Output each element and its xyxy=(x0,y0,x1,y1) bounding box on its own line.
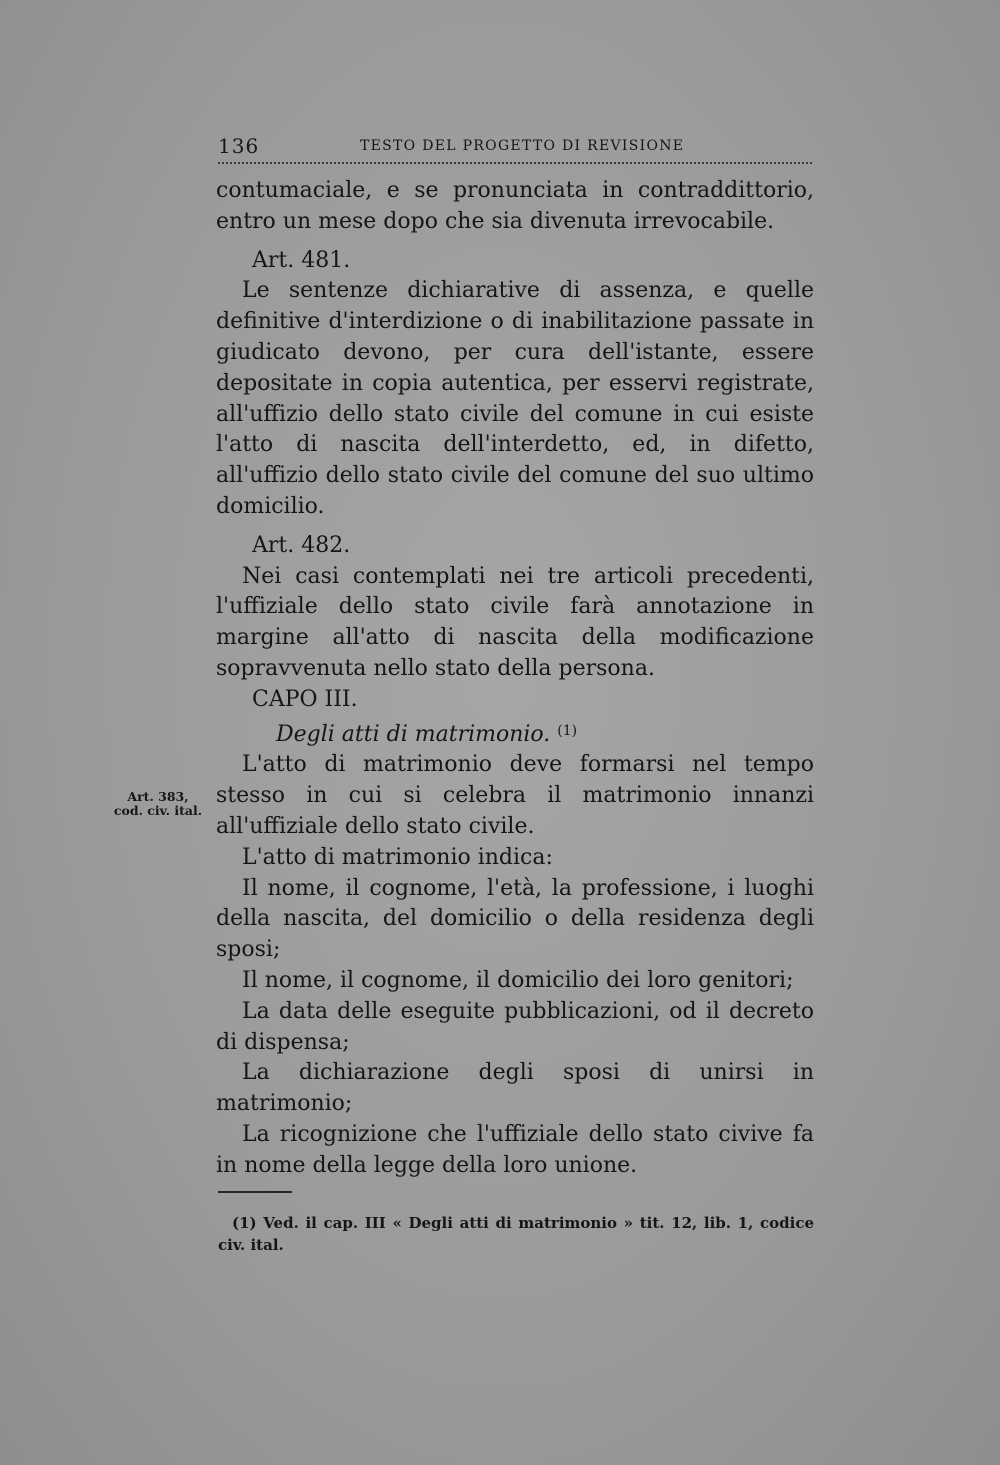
page-header xyxy=(218,134,812,164)
footnote: (1) Ved. il cap. III « Degli atti di matrimonio » tit. 12, lib. 1, codice civ. ital. xyxy=(218,1214,814,1254)
paragraph-art-482: Nei casi contemplati nei tre articoli precedenti, l'uffiziale dello stato civile farà annotazione in margine all'atto di nascita della modificazione sopravvenuta nello stato della persona. xyxy=(216,563,814,681)
paragraph-list-item-3: La data delle eseguite pubblicazioni, od il decreto di dispensa; xyxy=(216,998,814,1055)
footnote-divider xyxy=(218,1191,292,1193)
body-text xyxy=(216,176,814,1182)
margin-note-line-1: Art. 383, xyxy=(127,789,189,804)
margin-note-line-2: cod. civ. ital. xyxy=(113,803,203,818)
paragraph-list-item-5: La ricognizione che l'uffiziale dello stato civive fa in nome della legge della loro unione. xyxy=(216,1121,814,1178)
paragraph-art-481: Le sentenze dichiarative di assenza, e quelle definitive d'interdizione o di inabilitazione passate in giudicato devono, per cura dell'istante, essere depositate in copia autentica, per esservi registrate, all'uffizio dello stato civile del comune in cui esiste l'atto di nascita dell'interdetto, ed, in difetto, all'uffizio dello stato civile del comune del suo ultimo domicilio. xyxy=(216,278,814,519)
running-title: TESTO DEL PROGETTO DI REVISIONE xyxy=(360,138,685,154)
article-heading-481: Art. 481. xyxy=(252,247,351,273)
paragraph-list-item-1: Il nome, il cognome, l'età, la professione, i luoghi della nascita, del domicilio o della residenza degli sposi; xyxy=(216,875,814,963)
paragraph-marriage-act: L'atto di matrimonio deve formarsi nel tempo stesso in cui si celebra il matrimonio innanzi all'uffiziale dello stato civile. xyxy=(216,752,814,839)
paragraph-marriage-indicates: L'atto di matrimonio indica: xyxy=(242,844,553,870)
margin-note xyxy=(108,790,208,818)
chapter-heading: CAPO III. xyxy=(252,686,358,712)
chapter-subtitle-text: Degli atti di matrimonio. xyxy=(276,721,551,747)
paragraph-list-item-4: La dichiarazione degli sposi di unirsi in matrimonio; xyxy=(216,1060,814,1117)
paragraph-list-item-2: Il nome, il cognome, il domicilio dei loro genitori; xyxy=(242,967,794,993)
article-heading-482: Art. 482. xyxy=(252,532,351,558)
footnote-marker: (1) xyxy=(557,722,578,739)
paragraph-continuation: contumaciale, e se pronunciata in contraddittorio, entro un mese dopo che sia divenuta irrevocabile. xyxy=(216,178,814,234)
chapter-subtitle xyxy=(216,716,814,751)
page-number: 136 xyxy=(218,134,260,158)
